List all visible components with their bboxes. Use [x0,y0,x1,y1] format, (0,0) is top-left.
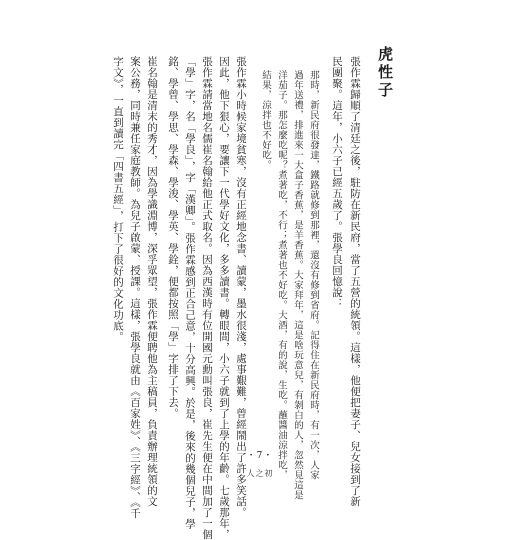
page-footer: 人之初 [246,469,274,478]
body-column-4: 因此，他下狠心，要讓下一代學好文化，多多讀書。轉眼間，小六子就到了上學的年齡。七歲那年， [218,56,230,540]
body-column-10: 字文》，一直到讀完「四書五經」，打下了很好的文化功底。 [112,56,124,343]
body-column-1: 張作霖歸順了清廷之後，駐防在新民府，當了五營的統領。這樣，他便把妻子、兒女接到了新 [349,56,361,507]
quote-column-3: 洋茄子。那怎麼吃呢？煮著吃，不行；煮著也不好吃。大酒，有的說，生吃。蘸醬油涼拌吃， [276,70,287,480]
quote-column-2: 過年送禮，排進來一大盒子香蕉，是羊香蕉。大家拜年，這是啥玩意兒，有剝白的人，忽然見這是 [292,70,303,500]
body-column-8: 崔名翰是清末的秀才，因為學識淵博，深孚眾望，張作霖便聘他為主稿員，負責辦理統領的文 [146,56,158,507]
body-column-6: 「學」字，名「學良」，字「漢卿」。張作霖感到正合己意，十分高興。於是，後來的幾個兒子，學 [184,56,196,530]
quote-column-1: 那時，新民府很發達，鐵路就修到那裡，還沒有修到省府。記得住在新民府時，有一次，人家 [308,70,319,480]
body-column-2: 民團聚。這年，小六子已經五歲了。張學良回憶說： [331,56,343,309]
body-column-9: 案公務，同時兼任家庭教師。為兒子啟蒙、授課。這樣，張學良就由《百家姓》、《三字經》、《千 [129,56,141,519]
body-column-3: 張作霖小時候家境貧寒，沒有正經地念書、讀蒙，墨水很淺，處事艱難，曾經鬧出了許多笑話。 [235,56,247,518]
quote-column-4: 結果，涼拌也不好吃。 [260,70,271,170]
body-column-7: 銘、學曾、學思、學森、學浚、學英、學銓，便都按照「學」字排了下去。 [167,56,179,419]
section-title: 虎性子 [376,46,394,100]
body-column-5: 張作霖請當地名儒崔名翰給他正式取名。因為西漢時有位開國元勳叫張良，崔先生便在中間加了一個 [201,56,213,540]
page-number: ・7・ [246,451,274,461]
